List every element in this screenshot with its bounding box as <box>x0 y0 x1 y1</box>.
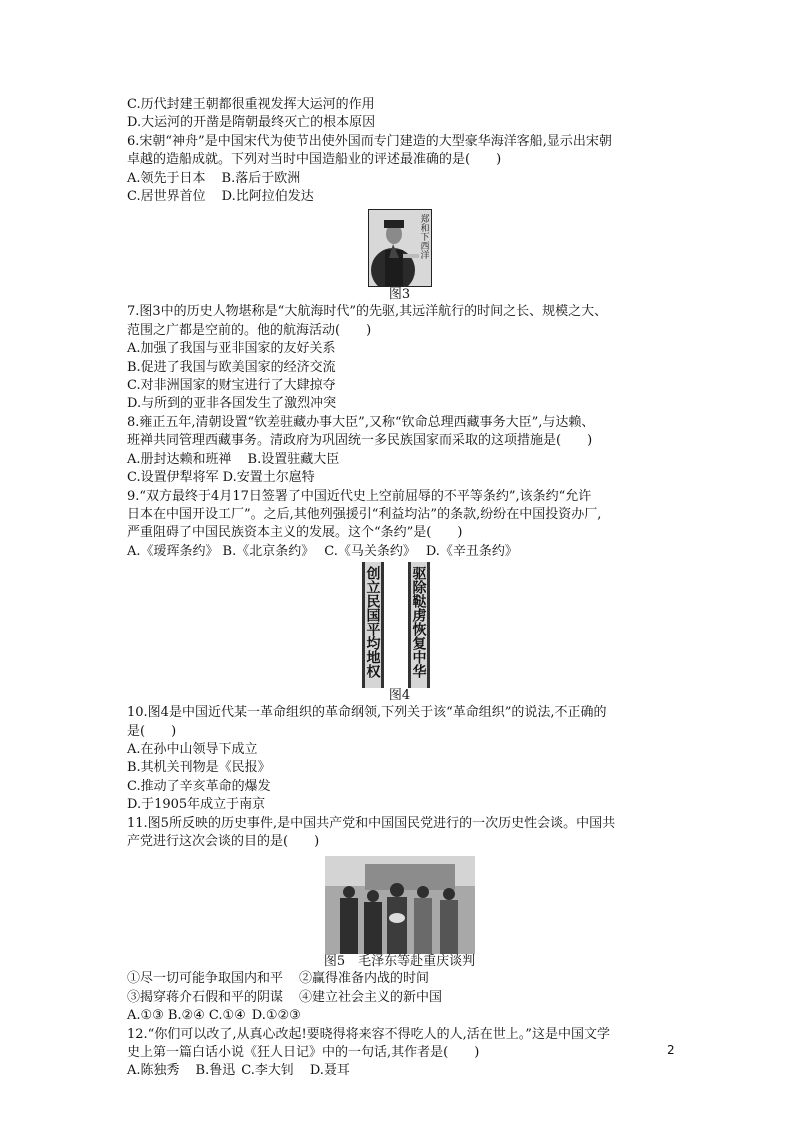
q9-stem-line1: 9.“双方最终于4月17日签署了中国近代史上空前屈辱的不平等条约”,该条约“允许 <box>127 488 592 504</box>
right-scroll-text: 驱除鞑虏恢复中华 <box>410 566 427 679</box>
q12-option-a: A.陈独秀 <box>127 1063 180 1079</box>
q10-option-a: A.在孙中山领导下成立 <box>127 741 258 757</box>
q10-stem-line1: 10.图4是中国近代某一革命组织的革命纲领,下列关于该“革命组织”的说法,不正确的 <box>127 705 607 721</box>
q11-item-2: ②赢得准备内战的时间 <box>299 971 430 987</box>
chongqing-negotiation-photo <box>325 856 475 954</box>
left-scroll <box>362 562 384 688</box>
q8-stem-line2: 班禅共同管理西藏事务。清政府为巩固统一多民族国家而采取的这项措施是( ) <box>127 433 593 449</box>
q6-stem-line2: 卓越的造船成就。下列对当时中国造船业的评述最准确的是( ) <box>127 152 502 168</box>
q8-option-d: D.安置土尔扈特 <box>222 470 315 486</box>
q7-option-d: D.与所到的亚非各国发生了激烈冲突 <box>127 396 337 412</box>
right-scroll <box>408 562 430 688</box>
q11-option-a: A.①③ <box>127 1008 164 1024</box>
q6-option-c: C.居世界首位 <box>127 189 206 205</box>
q11-stem-line2: 产党进行这次会谈的目的是( ) <box>127 833 320 849</box>
q8-options-row1 <box>127 451 672 469</box>
q7-option-a: A.加强了我国与亚非国家的友好关系 <box>127 341 336 357</box>
q11-items-row2 <box>127 989 672 1007</box>
q9-stem-line2: 日本在中国开设工厂”。之后,其他列强援引“利益均沾”的条款,纷纷在中国投资办厂, <box>127 506 602 522</box>
q12-stem-line1: 12.“你们可以改了,从真心改起!要晓得将来容不得吃人的人,活在世上。”这是中国文学 <box>127 1026 610 1042</box>
q6-option-a: A.领先于日本 <box>127 170 206 186</box>
q9-options-row <box>127 543 672 561</box>
q5-option-c: C.历代封建王朝都很重视发挥大运河的作用 <box>127 97 375 112</box>
figure-3-caption: 图3 <box>388 287 411 303</box>
portrait-inscription: 郑和下西洋 <box>418 214 429 260</box>
photo-illustration <box>325 856 475 954</box>
q8-option-c: C.设置伊犁将军 <box>127 470 219 486</box>
q8-stem-line1: 8.雍正五年,清朝设置“钦差驻藏办事大臣”,又称“钦命总理西藏事务大臣”,与达赖、 <box>127 414 595 430</box>
q11-option-b: B.②④ <box>167 1008 205 1024</box>
zheng-he-portrait-image <box>368 209 432 287</box>
q6-stem-line1: 6.宋朝“神舟”是中国宋代为使节出使外国而专门建造的大型豪华海洋客船,显示出宋朝 <box>127 133 612 149</box>
q10-option-b: B.其机关刊物是《民报》 <box>127 760 271 776</box>
q7-stem-line2: 范围之广都是空前的。他的航海活动( ) <box>127 322 372 338</box>
q7-option-c: C.对非洲国家的财宝进行了大肆掠夺 <box>127 378 336 394</box>
q11-option-c: C.①④ <box>208 1008 246 1024</box>
q6-option-d: D.比阿拉伯发达 <box>221 189 314 205</box>
q9-option-a: A.《瑷珲条约》 <box>127 543 219 559</box>
figure-5 <box>127 856 672 970</box>
q11-item-3: ③揭穿蒋介石假和平的阴谋 <box>127 989 284 1005</box>
q6-option-b: B.落后于欧洲 <box>221 170 301 186</box>
q6-options-row1 <box>127 170 672 188</box>
left-scroll-text: 创立民国平均地权 <box>364 566 381 679</box>
q9-option-d: D.《辛丑条约》 <box>425 543 518 559</box>
page-content <box>127 96 672 1081</box>
q9-stem-line3: 严重阻碍了中国民族资本主义的发展。这个“条约”是( ) <box>127 525 463 541</box>
q8-option-b: B.设置驻藏大臣 <box>247 451 340 467</box>
q11-options-row <box>127 1007 672 1025</box>
q12-options-row <box>127 1062 672 1080</box>
page-number: 2 <box>667 1043 675 1057</box>
revolutionary-slogan-scrolls <box>362 562 438 688</box>
q7-option-b: B.促进了我国与欧美国家的经济交流 <box>127 359 336 375</box>
figure-3 <box>127 209 672 303</box>
figure-4-caption: 图4 <box>388 688 411 704</box>
q7-stem-line1: 7.图3中的历史人物堪称是“大航海时代”的先驱,其远洋航行的时间之长、规模之大、 <box>127 304 608 320</box>
q11-item-4: ④建立社会主义的新中国 <box>299 989 443 1005</box>
q11-items-row1 <box>127 970 672 988</box>
q6-options-row2 <box>127 188 672 206</box>
figure-5-caption: 图5 毛泽东等赴重庆谈判 <box>323 954 476 970</box>
figure-4 <box>127 562 672 704</box>
q9-option-b: B.《北京条约》 <box>222 543 315 559</box>
q9-option-c: C.《马关条约》 <box>324 543 416 559</box>
q12-option-b: B.鲁迅 <box>195 1063 236 1079</box>
q12-option-d: D.聂耳 <box>309 1063 350 1079</box>
q11-item-1: ①尽一切可能争取国内和平 <box>127 971 284 987</box>
q11-stem-line1: 11.图5所反映的历史事件,是中国共产党和中国国民党进行的一次历史性会谈。中国共 <box>127 815 616 831</box>
q5-option-d: D.大运河的开凿是隋朝最终灭亡的根本原因 <box>127 115 376 131</box>
q12-option-c: C.李大钊 <box>241 1063 294 1079</box>
q10-option-c: C.推动了辛亥革命的爆发 <box>127 778 271 794</box>
q10-stem-line2: 是( ) <box>127 723 177 739</box>
q10-option-d: D.于1905年成立于南京 <box>127 797 266 813</box>
q8-options-row2 <box>127 469 672 487</box>
q11-option-d: D.①②③ <box>251 1008 301 1024</box>
q12-stem-line2: 史上第一篇白话小说《狂人日记》中的一句话,其作者是( ) <box>127 1045 480 1060</box>
q8-option-a: A.册封达赖和班禅 <box>127 451 232 467</box>
